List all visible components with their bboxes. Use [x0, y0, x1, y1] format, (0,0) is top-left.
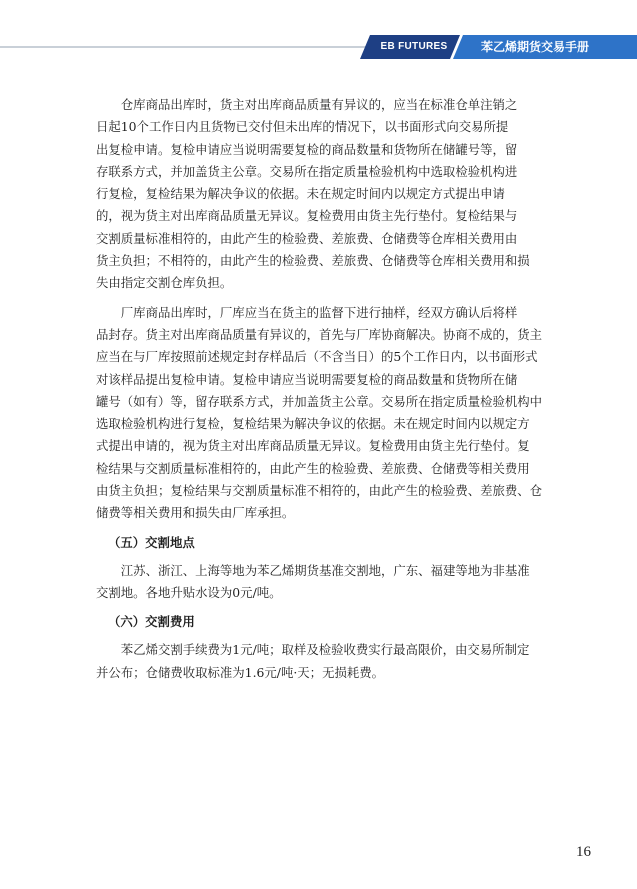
heading-delivery-fees: （六）交割费用 — [108, 614, 195, 630]
paragraph-warehouse-outbound: 仓库商品出库时，货主对出库商品质量有异议的，应当在标准仓单注销之 日起10个工作日内且货物已交付但未出库的情况下，以书面形式向交易所提 出复检申请。复检申请应当说明需要复检的商品数量和货物所在储罐号等，留 存联系方式，并加盖货主公章。交易所在指定质量检验机构中选取检验机构进 行复检，复检结果为解决争议的依据。未在规定时间内以规定方式提出申请 的，视为货主对出库商品质量无异议。复检费用由货主先行垫付。复检结果与 交割质量标准相符的，由此产生的检验费、差旅费、仓储费等仓库相关费用由 货主负担；不相符的，由此产生的检验费、差旅费、仓储费等仓库相关费用和损 失由指定交割仓库负担。 — [96, 97, 530, 291]
heading-delivery-location: （五）交割地点 — [108, 534, 195, 550]
header-rule — [0, 46, 375, 48]
brand-en: EB FUTURES — [380, 41, 448, 52]
handbook-title: 苯乙烯期货交易手册 — [480, 40, 589, 54]
page-number: 16 — [576, 844, 591, 860]
paragraph-factory-outbound: 厂库商品出库时，厂库应当在货主的监督下进行抽样，经双方确认后将样 品封存。货主对出库商品质量有异议的，首先与厂库协商解决。协商不成的，货主 应当在与厂库按照前述规定封存样品后（不含当日）的5个工作日内，以书面形式 对该样品提出复检申请。复检申请应当说明需要复检的商品数量和货物所在储 罐号（如有）等，留存联系方式，并加盖货主公章。交易所在指定质量检验机构中 选取检验机构进行复检，复检结果为解决争议的依据。未在规定时间内以规定方 式提出申请的，视为货主对出库商品质量无异议。复检费用由货主先行垫付。复 检结果与交割质量标准相符的，由此产生的检验费、差旅费、仓储费等相关费用 由货主负担；复检结果与交割质量标准不相符的，由此产生的检验费、差旅费、仓 储费等相关费用和损失由厂库承担。 — [96, 304, 543, 521]
main-content — [96, 94, 572, 691]
paragraph-delivery-location: 江苏、浙江、上海等地为苯乙烯期货基准交割地，广东、福建等地为非基准 交割地。各地升贴水设为0元/吨。 — [96, 562, 530, 600]
header-badge — [356, 35, 637, 59]
paragraph-delivery-fees: 苯乙烯交割手续费为1元/吨；取样及检验收费实行最高限价，由交易所制定 并公布；仓储费收取标准为1.6元/吨·天；无损耗费。 — [96, 642, 530, 680]
